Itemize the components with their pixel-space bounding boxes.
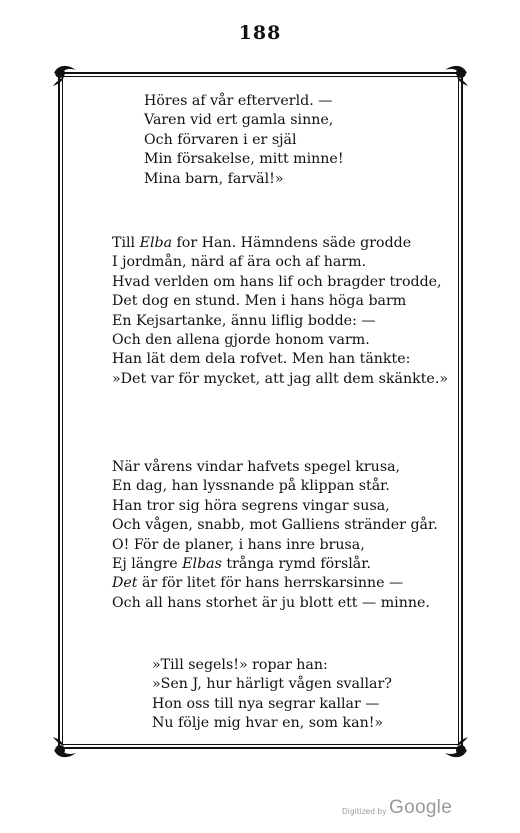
poem-line: »Det var för mycket, att jag allt dem skänkte.» xyxy=(112,370,449,387)
poem-line: Och förvaren i er själ xyxy=(144,131,297,148)
poem-line: Och all hans storhet är ju blott ett — minne. xyxy=(112,594,430,611)
poem-line: Nu följe mig hvar en, som kan!» xyxy=(152,715,384,732)
corner-ornament-icon xyxy=(441,737,471,761)
poem-line: Höres af vår efterverld. — xyxy=(144,93,333,109)
poem-line: Han lät dem dela rofvet. Men han tänkte: xyxy=(112,351,411,368)
poem-line: En Kejsartanke, ännu liflig bodde: — xyxy=(112,312,376,329)
poem-line: O! För de planer, i hans inre brusa, xyxy=(112,536,365,553)
corner-ornament-icon xyxy=(441,62,471,86)
poem-line: En dag, han lyssnande på klippan står. xyxy=(112,478,390,495)
poem-line: Och den allena gjorde honom varm. xyxy=(112,332,370,349)
poem-line: När vårens vindar hafvets spegel krusa, xyxy=(112,459,401,475)
stanza-3 xyxy=(112,458,438,613)
poem-line: Ej längre Elbas trånga rymd förslår. xyxy=(112,556,371,573)
corner-ornament-icon xyxy=(50,737,80,761)
poem-line: Varen vid ert gamla sinne, xyxy=(144,112,334,129)
poem-line: Han tror sig höra segrens vingar susa, xyxy=(112,497,390,514)
page-number: 188 xyxy=(238,22,282,44)
poem-line: Till Elba for Han. Hämndens säde grodde xyxy=(112,235,412,251)
poem-line: Hvad verlden om hans lif och bragder trodde, xyxy=(112,273,442,290)
stanza-2 xyxy=(112,234,448,389)
google-logo: Google xyxy=(389,797,453,818)
poem-line: »Sen J, hur härligt vågen svallar? xyxy=(152,676,392,693)
poem-line: Det är för litet för hans herrskarsinne — xyxy=(112,575,404,592)
watermark-prefix: Digitized by xyxy=(342,807,387,816)
poem-line: Det dog en stund. Men i hans höga barm xyxy=(112,293,407,310)
poem-line: Mina barn, farväl!» xyxy=(144,170,284,187)
poem-line: I jordmån, närd af ära och af harm. xyxy=(112,254,367,271)
poem-line: Hon oss till nya segrar kallar — xyxy=(152,695,380,712)
poem-line: Och vågen, snabb, mot Galliens stränder går. xyxy=(112,517,438,534)
digitized-watermark xyxy=(342,797,502,821)
corner-ornament-icon xyxy=(50,62,80,86)
stanza-4 xyxy=(152,656,392,734)
poem-line: Min försakelse, mitt minne! xyxy=(144,151,344,168)
poem-line: »Till segels!» ropar han: xyxy=(152,657,328,673)
stanza-1 xyxy=(144,92,344,189)
